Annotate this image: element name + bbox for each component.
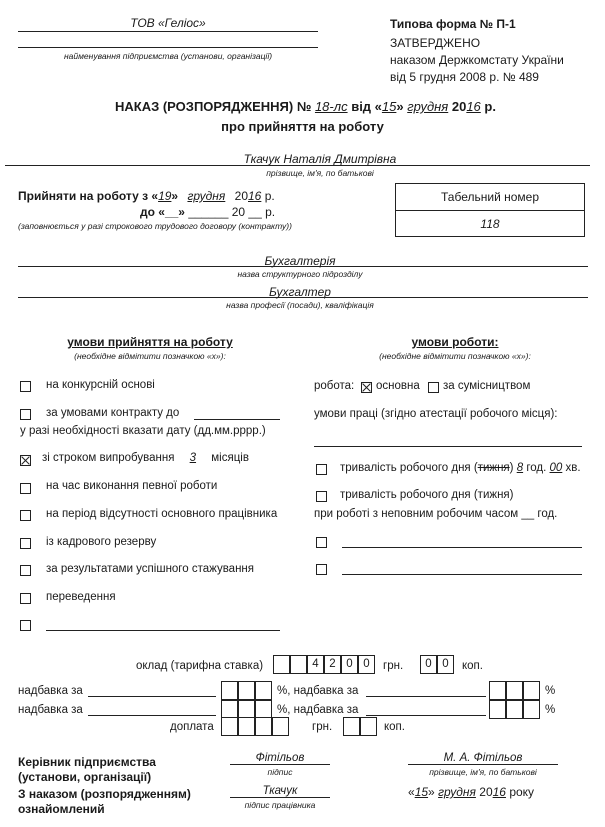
salary-digit-3[interactable]: 4 [307, 655, 324, 674]
bonus-label-1: надбавка за [18, 685, 83, 697]
order-year-suffix: 16 [466, 99, 481, 114]
ack-date-close: » [428, 785, 435, 799]
head-full-name: М. А. Фітільов [443, 752, 523, 764]
checkbox-work-main[interactable] [361, 382, 372, 393]
hire-day: 19 [158, 189, 172, 203]
head-signature-line[interactable] [230, 764, 330, 765]
hire-until-month: ______ [188, 205, 229, 219]
ack-date-year-suffix: 16 [492, 785, 506, 799]
head-full-name-caption: прізвище, ім'я, по батькові [429, 767, 537, 777]
work-side-label: за сумісництвом [443, 380, 531, 392]
department-line [18, 266, 588, 267]
order-prefix: НАКАЗ (РОЗПОРЯДЖЕННЯ) № [115, 99, 312, 114]
extra-grn: грн. [312, 721, 333, 733]
extra-cell-4[interactable] [272, 717, 289, 736]
employee-signature-caption: підпис працівника [244, 800, 316, 810]
duration-minutes-unit: хв. [565, 462, 581, 474]
bonus-2-cell-2[interactable] [506, 681, 523, 700]
probation-label: зі строком випробування [42, 452, 175, 464]
checkbox-task-work[interactable] [20, 483, 31, 494]
bonus-label-2: надбавка за [18, 704, 83, 716]
bonus-reason-line-1[interactable] [88, 696, 216, 697]
partial-time-label: при роботі з неповним робочим часом __ год. [314, 508, 558, 520]
order-number: 18-лс [314, 99, 348, 114]
right-title: умови роботи: [411, 335, 499, 349]
other-right-line-2[interactable] [342, 574, 582, 575]
duration-week-strike: тижня [477, 462, 510, 474]
hire-year-suffix: 16 [248, 189, 262, 203]
left-item-contract: за умовами контракту до [46, 407, 180, 419]
salary-digit-2[interactable] [290, 655, 307, 674]
head-signature: Фітільов [255, 752, 305, 764]
position-value: Бухгалтер [269, 285, 331, 299]
org-caption: найменування підприємства (установи, організації) [63, 51, 273, 61]
other-right-line-1[interactable] [342, 547, 582, 548]
org-name-line-2 [18, 47, 318, 48]
department-caption: назва структурного підрозділу [237, 269, 363, 279]
salary-digit-5[interactable]: 0 [341, 655, 358, 674]
salary-digit-6[interactable]: 0 [358, 655, 375, 674]
checkbox-other-right-2[interactable] [316, 564, 327, 575]
hire-year-prefix: 20 [234, 189, 248, 203]
ack-date-year-prefix: 20 [479, 785, 493, 799]
employee-signature-line[interactable] [230, 797, 330, 798]
tab-number-label: Табельний номер [396, 184, 584, 211]
work-conditions-line[interactable] [314, 446, 582, 447]
duration-hours: 8 [516, 462, 524, 474]
duration-day-close: ) [509, 462, 514, 474]
left-item-task-work: на час виконання певної роботи [46, 480, 218, 492]
head-signature-caption: підпис [267, 767, 293, 777]
other-left-line[interactable] [46, 630, 280, 631]
duration-week-label: тривалість робочого дня (тижня) [340, 489, 514, 501]
bonus-2-cell-1[interactable] [489, 681, 506, 700]
checkbox-transfer[interactable] [20, 593, 31, 604]
position-caption: назва професії (посади), кваліфікація [226, 300, 374, 310]
form-approved-date: від 5 грудня 2008 р. № 489 [390, 70, 539, 84]
checkbox-internship[interactable] [20, 565, 31, 576]
hire-label: Прийняти на роботу з « [18, 189, 159, 203]
employee-name: Ткачук Наталія Дмитрівна [243, 152, 397, 166]
checkbox-probation[interactable] [20, 455, 31, 466]
org-name-line [18, 31, 318, 32]
bonus-reason-line-2[interactable] [366, 696, 486, 697]
ack-date-tail: року [505, 785, 535, 799]
acknowledge-label-1: З наказом (розпорядженням) [18, 787, 191, 801]
form-approved: ЗАТВЕРДЖЕНО [390, 36, 481, 50]
bonus-percent-1: % [545, 685, 556, 697]
hire-until [140, 205, 275, 219]
bonus-reason-line-3[interactable] [88, 715, 216, 716]
acknowledge-label-2: ознайомлений [18, 802, 105, 816]
bonus-percent-2: % [545, 704, 556, 716]
ack-date-month: грудня [438, 785, 476, 799]
bonus-2-cell-3[interactable] [523, 681, 540, 700]
checkbox-competition[interactable] [20, 381, 31, 392]
ack-date-day: 15 [414, 785, 429, 799]
org-name: ТОВ «Геліос» [130, 16, 206, 30]
duration-hours-unit: год. [526, 462, 547, 474]
checkbox-other-left[interactable] [20, 620, 31, 631]
left-item-competition: на конкурсній основі [46, 379, 155, 391]
acknowledge-date [408, 785, 534, 799]
salary-kop: коп. [462, 660, 483, 672]
bonus-reason-line-4[interactable] [366, 715, 486, 716]
employee-name-line [5, 165, 590, 166]
ack-date-open: « [408, 785, 415, 799]
left-item-date-note: у разі необхідності вказати дату (дд.мм.рррр.) [20, 425, 266, 437]
checkbox-work-side[interactable] [428, 382, 439, 393]
extra-cell-2[interactable] [238, 717, 255, 736]
bonus-1-cell-3[interactable] [255, 681, 272, 700]
department-value: Бухгалтерія [264, 254, 336, 268]
checkbox-duration-week[interactable] [316, 491, 327, 502]
bonus-percent-tail-2: %, надбавка за [277, 704, 359, 716]
contract-date-line[interactable] [194, 419, 280, 420]
extra-kop-cell-1[interactable] [343, 717, 360, 736]
bonus-1-cell-1[interactable] [221, 681, 238, 700]
head-label-2: (установи, організації) [18, 770, 152, 784]
employee-signature: Ткачук [262, 785, 298, 797]
hire-until-label: до «__» [140, 205, 185, 219]
probation-suffix: місяців [211, 452, 249, 464]
left-item-internship: за результатами успішного стажування [46, 563, 255, 575]
order-title [115, 99, 496, 114]
order-subtitle: про прийняття на роботу [221, 119, 384, 134]
left-item-transfer: переведення [46, 591, 116, 603]
checkbox-reserve[interactable] [20, 538, 31, 549]
work-conditions-label: умови праці (згідно атестації робочого місця): [314, 408, 558, 420]
duration-day-label: тривалість робочого дня ( [340, 462, 478, 474]
work-type-label: робота: [314, 380, 355, 392]
work-main-label: основна [376, 380, 420, 392]
extra-kop: коп. [384, 721, 405, 733]
salary-kop-1[interactable]: 0 [420, 655, 437, 674]
tab-number-box [395, 183, 585, 237]
checkbox-other-right-1[interactable] [316, 537, 327, 548]
form-title: Типова форма № П-1 [390, 17, 516, 31]
bonus-4-cell-2[interactable] [506, 700, 523, 719]
order-month: грудня [407, 99, 449, 114]
tab-number-value: 118 [480, 217, 500, 231]
hire-date [18, 189, 275, 203]
hire-day-close: » [171, 189, 179, 203]
checkbox-contract[interactable] [20, 409, 31, 420]
employee-caption: прізвище, ім'я, по батькові [266, 168, 374, 178]
left-title: умови прийняття на роботу [67, 335, 233, 349]
right-hint: (необхідне відмітити позначкою «x»): [379, 351, 531, 361]
order-day-close: » [396, 99, 404, 114]
salary-label: оклад (тарифна ставка) [136, 660, 264, 672]
bonus-4-cell-1[interactable] [489, 700, 506, 719]
salary-kop-2[interactable]: 0 [437, 655, 454, 674]
probation-months: 3 [189, 452, 197, 464]
salary-grn: грн. [383, 660, 404, 672]
extra-kop-cell-2[interactable] [360, 717, 377, 736]
salary-digit-1[interactable] [273, 655, 290, 674]
form-approved-by: наказом Держкомстату України [390, 53, 564, 67]
duration-minutes: 00 [549, 462, 563, 474]
checkbox-duration-day[interactable] [316, 464, 327, 475]
left-item-probation [42, 452, 249, 464]
bonus-1-cell-2[interactable] [238, 681, 255, 700]
order-day: 15 [381, 99, 397, 114]
duration-day [340, 462, 581, 474]
order-year-prefix: 20 [451, 99, 467, 114]
head-full-name-line[interactable] [408, 764, 558, 765]
hire-year-tail: р. [261, 189, 275, 203]
extra-pay-label: доплата [170, 721, 214, 733]
hire-note: (заповнюється у разі строкового трудового договору (контракту)) [18, 221, 292, 231]
salary-digit-4[interactable]: 2 [324, 655, 341, 674]
order-year-tail: р. [480, 99, 496, 114]
position-line [18, 297, 588, 298]
checkbox-replacement[interactable] [20, 510, 31, 521]
order-from: від « [351, 99, 382, 114]
extra-cell-1[interactable] [221, 717, 238, 736]
hire-month: грудня [187, 189, 226, 203]
bonus-percent-tail-1: %, надбавка за [277, 685, 359, 697]
left-item-reserve: із кадрового резерву [46, 536, 157, 548]
head-label-1: Керівник підприємства [18, 755, 156, 769]
left-item-replacement: на період відсутності основного працівника [46, 508, 278, 520]
bonus-4-cell-3[interactable] [523, 700, 540, 719]
left-hint: (необхідне відмітити позначкою «x»): [74, 351, 226, 361]
extra-cell-3[interactable] [255, 717, 272, 736]
hire-until-year: 20 __ р. [231, 205, 276, 219]
